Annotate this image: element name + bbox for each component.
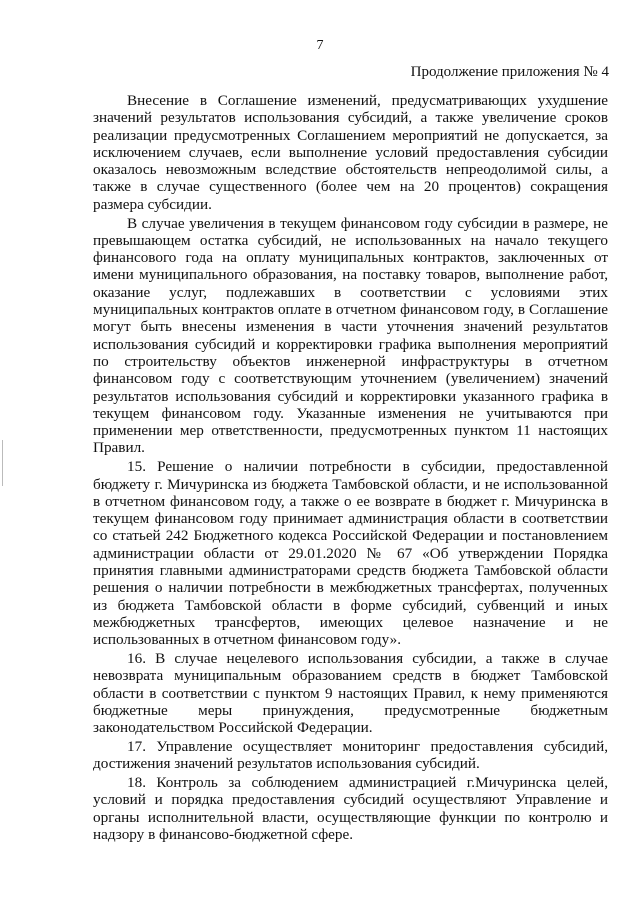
document-body bbox=[93, 92, 608, 843]
appendix-continuation-label: Продолжение приложения № 4 bbox=[410, 64, 609, 80]
page-number: 7 bbox=[316, 38, 324, 53]
paragraph-subsidy-increase: В случае увеличения в текущем финансовом году субсидии в размере, не превышающем остатка субсидий, не использованных на начало текущего финансового года на оплату муниципальных контрактов, заключенных от имени муниципального образования, на поставку товаров, выполнение работ, оказание услуг, подлежавших в соответствии с условиями этих муниципальных контрактов оплате в отчетном финансовом году, в Соглашение могут быть внесены изменения в части уточнения значений результатов использования субсидий и корректировки графика выполнения мероприятий по строительству объектов инженерной инфраструктуры в отчетном финансовом году с соответствующим уточнением (увеличением) значений результатов использования субсидий и корректировки указанного графика в текущем финансовом году. Указанные изменения не учитываются при применении мер ответственности, предусмотренных пунктом 11 настоящих Правил. bbox=[93, 214, 608, 457]
paragraph-item-17: 17. Управление осуществляет мониторинг предоставления субсидий, достижения значений результатов использования субсидий. bbox=[93, 737, 608, 773]
paragraph-item-15: 15. Решение о наличии потребности в субсидии, предоставленной бюджету г. Мичуринска из бюджета Тамбовской области, и не использованной в отчетном финансовом году, а также о ее возврате в бюджет г. Мичуринска в текущем финансовом году принимает администрация области в соответствии со статьей 242 Бюджетного кодекса Российской Федерации и постановлением администрации области от 29.01.2020 № 67 «Об утверждении Порядка принятия главными администраторами средств бюджета Тамбовской области решения о наличии потребности в межбюджетных трансфертах, полученных из бюджета Тамбовской области в форме субсидий, субвенций и иных межбюджетных трансфертов, имеющих целевое назначение и не использованных в отчетном финансовом году». bbox=[93, 458, 608, 649]
paragraph-item-16: 16. В случае нецелевого использования субсидии, а также в случае невозврата муниципальным образованием средств в бюджет Тамбовской области в соответствии с пунктом 9 настоящих Правил, к нему применяются бюджетные меры принуждения, предусмотренные бюджетным законодательством Российской Федерации. bbox=[93, 650, 608, 737]
scan-edge-mark bbox=[2, 440, 3, 486]
paragraph-item-18: 18. Контроль за соблюдением администрацией г.Мичуринска целей, условий и порядка предоставления субсидий осуществляют Управление и органы исполнительной власти, осуществляющие функции по контролю и надзору в финансово-бюджетной сфере. bbox=[93, 774, 608, 843]
paragraph-amendment-restrictions: Внесение в Соглашение изменений, предусматривающих ухудшение значений результатов использования субсидий, а также увеличение сроков реализации предусмотренных Соглашением мероприятий не допускается, за исключением случаев, если выполнение условий предоставления субсидии оказалось невозможным вследствие обстоятельств непреодолимой силы, а также в случае существенного (более чем на 20 процентов) сокращения размера субсидии. bbox=[93, 92, 608, 213]
